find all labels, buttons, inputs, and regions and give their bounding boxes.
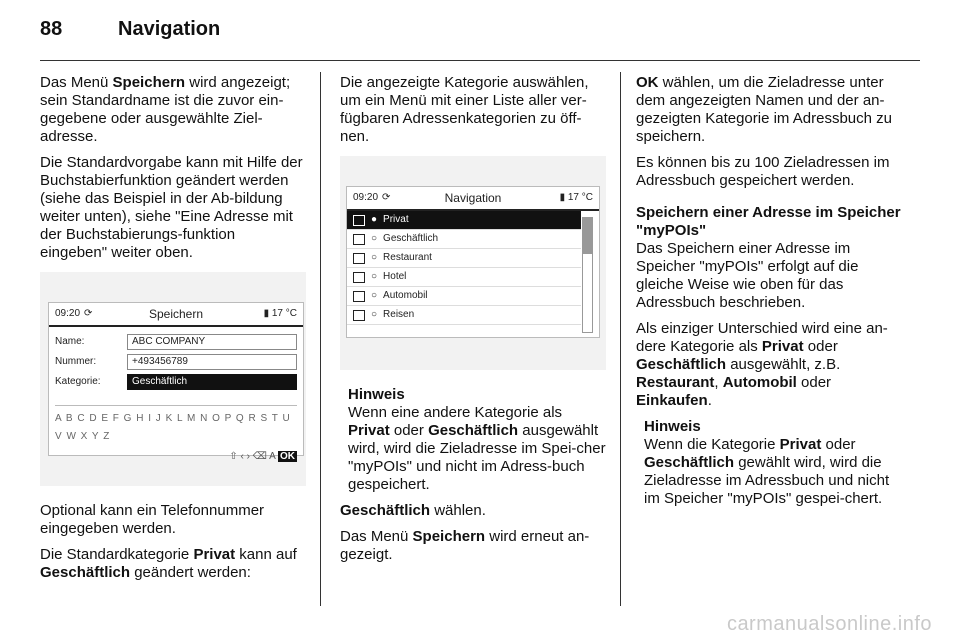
category-icon — [353, 272, 365, 283]
screenshot-speichern — [40, 272, 306, 486]
temperature: ▮ 17 °C — [263, 308, 297, 319]
category-icon — [353, 310, 365, 321]
section-heading: Speichern einer Adresse im Speicher "myPOIs" — [636, 204, 901, 239]
hint-box — [636, 418, 904, 508]
name-field[interactable]: ABC COMPANY — [127, 334, 297, 350]
category-icon — [353, 215, 365, 226]
number-field[interactable]: +493456789 — [127, 354, 297, 370]
thermometer-icon: ▮ — [263, 308, 270, 319]
paragraph: Das Menü Speichern wird erneut an-gezeigt. — [340, 528, 590, 563]
list-item[interactable]: ○ Automobil — [347, 287, 581, 306]
list-item[interactable]: ○ Hotel — [347, 268, 581, 287]
list-item[interactable]: ○ Reisen — [347, 306, 581, 325]
scroll-thumb — [583, 218, 592, 254]
hint-box — [340, 386, 606, 494]
paragraph: Die angezeigte Kategorie auswählen, um ein Menü mit einer Liste aller ver-fügbaren Adressenkategorien zu öff-nen. — [340, 74, 589, 145]
refresh-icon: ⟳ — [84, 308, 93, 319]
key-row[interactable]: ⇧ ‹ › ⌫ A OK — [229, 451, 295, 462]
hint-text: Wenn die Kategorie Privat oder Geschäftlich gewählt wird, wird die Zieladresse im Adressbuch und nicht im Speicher "myPOIs" gespei-chert. — [644, 436, 890, 507]
column-2 — [340, 74, 606, 572]
status-bar — [49, 303, 303, 327]
radio-icon: ○ — [371, 309, 378, 320]
hint-title: Hinweis — [644, 418, 701, 435]
scrollbar[interactable] — [582, 217, 593, 333]
hint-text: Wenn eine andere Kategorie als Privat oder Geschäftlich ausgewählt wird, wird die Zieladresse im Spei-cher "myPOIs" und nicht im Adress-buch gespeichert. — [348, 404, 606, 493]
column-1 — [40, 74, 306, 590]
watermark: carmanualsonline.info — [726, 613, 932, 635]
paragraph: Optional kann ein Telefonnummer eingegeben werden. — [40, 502, 265, 537]
radio-selected-icon: ● — [371, 214, 378, 225]
header-rule — [40, 60, 920, 61]
radio-icon: ○ — [371, 271, 378, 282]
screen-title: Navigation — [444, 191, 502, 205]
ok-key[interactable]: OK — [280, 451, 295, 462]
display-screen — [346, 186, 600, 338]
category-icon — [353, 234, 365, 245]
list-item[interactable]: ● Privat — [347, 211, 581, 230]
category-icon — [353, 253, 365, 264]
paragraph: Die Standardvorgabe kann mit Hilfe der Buchstabierfunktion geändert werden (siehe das Beispiel in der Ab-bildung weiter unten), siehe "Eine Adresse mit der Buchstabierungs-funktion eingeben" weiter oben. — [40, 154, 303, 261]
paragraph: Als einziger Unterschied wird eine an-dere Kategorie als Privat oder Geschäftlich ausgewählt, z.B. Restaurant, Automobil oder Einkaufen. — [636, 320, 888, 409]
paragraph: Die Standardkategorie Privat kann auf Geschäftlich geändert werden: — [40, 546, 297, 581]
page-title: Navigation — [118, 18, 221, 40]
column-divider — [620, 72, 621, 606]
category-field[interactable]: Geschäftlich — [127, 374, 297, 390]
hint-title: Hinweis — [348, 386, 405, 403]
display-screen: 09:20 ⟳ Speichern ▮ 17 °C Name: ABC COMPANY Nummer: +493456789 Kategorie: Geschäftlich A B C D E F G H I J K L M N O P Q R S T U V W X Y Z ⇧ ‹ › ⌫ A OK — [48, 302, 304, 456]
radio-icon: ○ — [371, 252, 378, 263]
radio-icon: ○ — [371, 233, 378, 244]
paragraph: Es können bis zu 100 Zieladressen im Adressbuch gespeichert werden. — [636, 154, 890, 189]
page-number: 88 — [40, 18, 63, 40]
category-icon — [353, 291, 365, 302]
thermometer-icon: ▮ — [559, 192, 566, 203]
paragraph: Das Speichern einer Adresse im Speicher "myPOIs" erfolgt auf die gleiche Weise wie oben für das Adressbuch beschrieben. — [636, 240, 859, 311]
radio-icon: ○ — [371, 290, 378, 301]
page-header — [40, 18, 220, 41]
list-item[interactable]: ○ Geschäftlich — [347, 230, 581, 249]
status-bar — [347, 187, 599, 211]
paragraph: OK wählen, um die Zieladresse unter dem angezeigten Namen und der an-gezeigten Kategorie im Adressbuch zu speichern. — [636, 74, 892, 145]
paragraph: Das Menü Speichern wird angezeigt; sein Standardname ist die zuvor ein-gegebene oder ausgewählte Ziel-adresse. — [40, 74, 291, 145]
screenshot-categories — [340, 156, 606, 370]
refresh-icon: ⟳ — [382, 192, 391, 203]
screen-title: Speichern — [148, 307, 204, 321]
clock: 09:20 — [353, 192, 379, 203]
column-3 — [636, 74, 904, 516]
alphabet-bar[interactable]: A B C D E F G H I J K L M N O P Q R S T U V W X Y Z — [55, 405, 297, 446]
list-item[interactable]: ○ Restaurant — [347, 249, 581, 268]
paragraph: Geschäftlich wählen. — [340, 502, 486, 519]
temperature: ▮ 17 °C — [559, 192, 593, 203]
clock: 09:20 — [55, 308, 81, 319]
column-divider — [320, 72, 321, 606]
